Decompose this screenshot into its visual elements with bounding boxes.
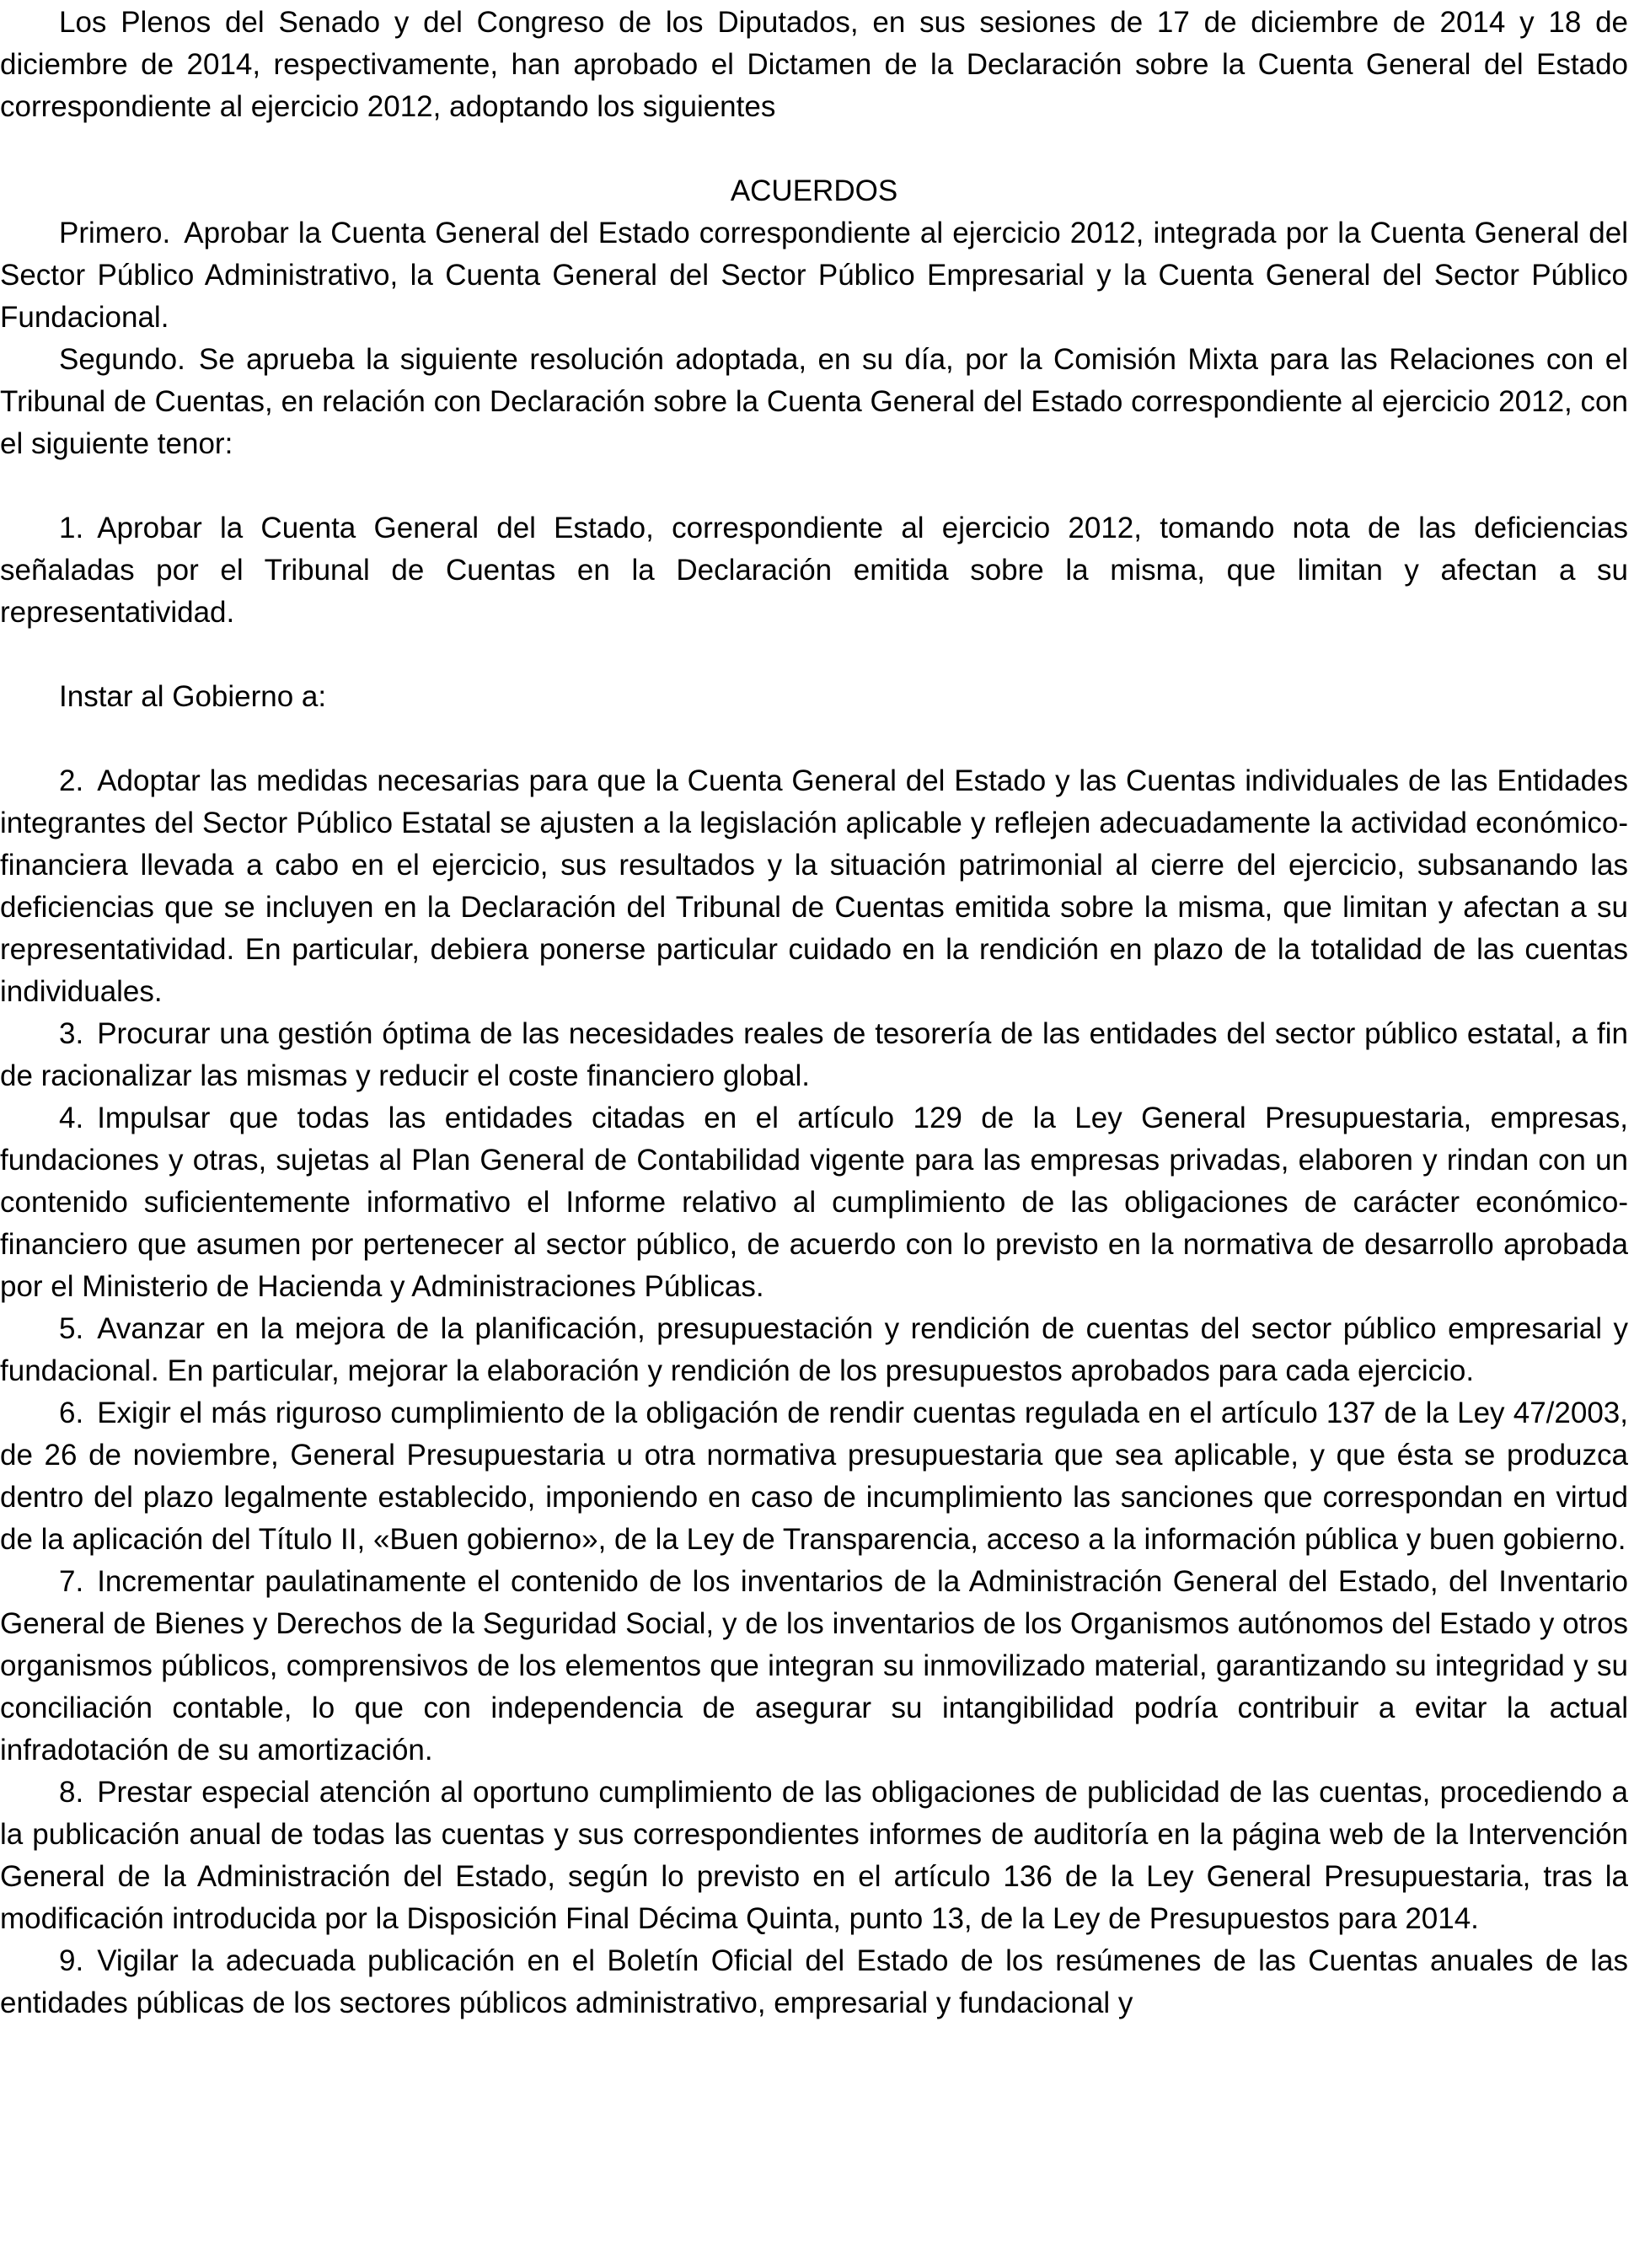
item-number: 3.	[59, 1017, 84, 1050]
resolution-item-1	[0, 507, 1628, 634]
resolution-item-7	[0, 1561, 1628, 1772]
item-text: Adoptar las medidas necesarias para que la Cuenta General del Estado y las Cuentas individuales de las Entidades integrantes del Sector Público Estatal se ajusten a la legislación aplicable y reflejen adecuadamente la actividad económico-financiera llevada a cabo en el ejercicio, sus resultados y la situación patrimonial al cierre del ejercicio, subsanando las deficiencias que se incluyen en la Declaración del Tribunal de Cuentas emitida sobre la misma, que limitan y afectan a su representatividad. En particular, debiera ponerse particular cuidado en la rendición en plazo de la totalidad de las cuentas individuales.	[0, 764, 1628, 1008]
resolution-item-4	[0, 1097, 1628, 1308]
item-text: Impulsar que todas las entidades citadas en el artículo 129 de la Ley General Presupuestaria, empresas, fundaciones y otras, sujetas al Plan General de Contabilidad vigente para las empresas privadas, elaboren y rindan con un contenido suficientemente informativo el Informe relativo al cumplimiento de las obligaciones de carácter económico-financiero que asumen por pertenecer al sector público, de acuerdo con lo previsto en la normativa de desarrollo aprobada por el Ministerio de Hacienda y Administraciones Públicas.	[0, 1102, 1628, 1303]
item-number: 1.	[59, 512, 84, 544]
item-number: 2.	[59, 764, 84, 797]
acuerdo-segundo	[0, 339, 1628, 465]
resolution-item-2	[0, 760, 1628, 1013]
acuerdo-segundo-text: Se aprueba la siguiente resolución adoptada, en su día, por la Comisión Mixta para las Relaciones con el Tribunal de Cuentas, en relación con Declaración sobre la Cuenta General del Estado correspondiente al ejercicio 2012, con el siguiente tenor:	[0, 343, 1628, 460]
item-number: 5.	[59, 1312, 84, 1345]
acuerdos-heading: ACUERDOS	[730, 174, 898, 207]
resolution-item-9	[0, 1940, 1628, 2024]
item-number: 4.	[59, 1102, 84, 1134]
resolution-item-8	[0, 1772, 1628, 1940]
item-text: Incrementar paulatinamente el contenido de los inventarios de la Administración General del Estado, del Inventario General de Bienes y Derechos de la Seguridad Social, y de los inventarios de los Organismos autónomos del Estado y otros organismos públicos, comprensivos de los elementos que integran su inmovilizado material, garantizando su integridad y su conciliación contable, lo que con independencia de asegurar su intangibilidad podría contribuir a evitar la actual infradotación de su amortización.	[0, 1565, 1628, 1767]
acuerdo-primero-label: Primero.	[59, 217, 171, 249]
resolution-item-5	[0, 1308, 1628, 1392]
item-text: Avanzar en la mejora de la planificación, presupuestación y rendición de cuentas del sector público empresarial y fundacional. En particular, mejorar la elaboración y rendición de los presupuestos aprobados para cada ejercicio.	[0, 1312, 1628, 1387]
item-number: 8.	[59, 1776, 84, 1809]
resolution-item-3	[0, 1013, 1628, 1097]
item-text: Vigilar la adecuada publicación en el Boletín Oficial del Estado de los resúmenes de las Cuentas anuales de las entidades públicas de los sectores públicos administrativo, empresarial y fundacional y	[0, 1944, 1628, 2019]
acuerdo-segundo-label: Segundo.	[59, 343, 185, 376]
item-number: 7.	[59, 1565, 84, 1598]
item-text: Aprobar la Cuenta General del Estado, correspondiente al ejercicio 2012, tomando nota de las deficiencias señaladas por el Tribunal de Cuentas en la Declaración emitida sobre la misma, que limitan y afectan a su representatividad.	[0, 512, 1628, 629]
item-number: 9.	[59, 1944, 84, 1977]
item-text: Exigir el más riguroso cumplimiento de la obligación de rendir cuentas regulada en el artículo 137 de la Ley 47/2003, de 26 de noviembre, General Presupuestaria u otra normativa presupuestaria que sea aplicable, y que ésta se produzca dentro del plazo legalmente establecido, imponiendo en caso de incumplimiento las sanciones que correspondan en virtud de la aplicación del Título II, «Buen gobierno», de la Ley de Transparencia, acceso a la información pública y buen gobierno.	[0, 1397, 1628, 1556]
item-text: Prestar especial atención al oportuno cumplimiento de las obligaciones de publicidad de las cuentas, procediendo a la publicación anual de todas las cuentas y sus correspondientes informes de auditoría en la página web de la Intervención General de la Administración del Estado, según lo previsto en el artículo 136 de la Ley General Presupuestaria, tras la modificación introducida por la Disposición Final Décima Quinta, punto 13, de la Ley de Presupuestos para 2014.	[0, 1776, 1628, 1935]
item-text: Procurar una gestión óptima de las necesidades reales de tesorería de las entidades del sector público estatal, a fin de racionalizar las mismas y reducir el coste financiero global.	[0, 1017, 1628, 1092]
resolution-item-6	[0, 1392, 1628, 1561]
item-number: 6.	[59, 1397, 84, 1429]
intro-paragraph: Los Plenos del Senado y del Congreso de los Diputados, en sus sesiones de 17 de diciembre de 2014 y 18 de diciembre de 2014, respectivamente, han aprobado el Dictamen de la Declaración sobre la Cuenta General del Estado correspondiente al ejercicio 2012, adoptando los siguientes	[0, 6, 1628, 123]
acuerdo-primero-text: Aprobar la Cuenta General del Estado correspondiente al ejercicio 2012, integrada por la Cuenta General del Sector Público Administrativo, la Cuenta General del Sector Público Empresarial y la Cuenta General del Sector Público Fundacional.	[0, 217, 1628, 334]
instar-gobierno: Instar al Gobierno a:	[59, 680, 327, 713]
acuerdo-primero	[0, 212, 1628, 339]
